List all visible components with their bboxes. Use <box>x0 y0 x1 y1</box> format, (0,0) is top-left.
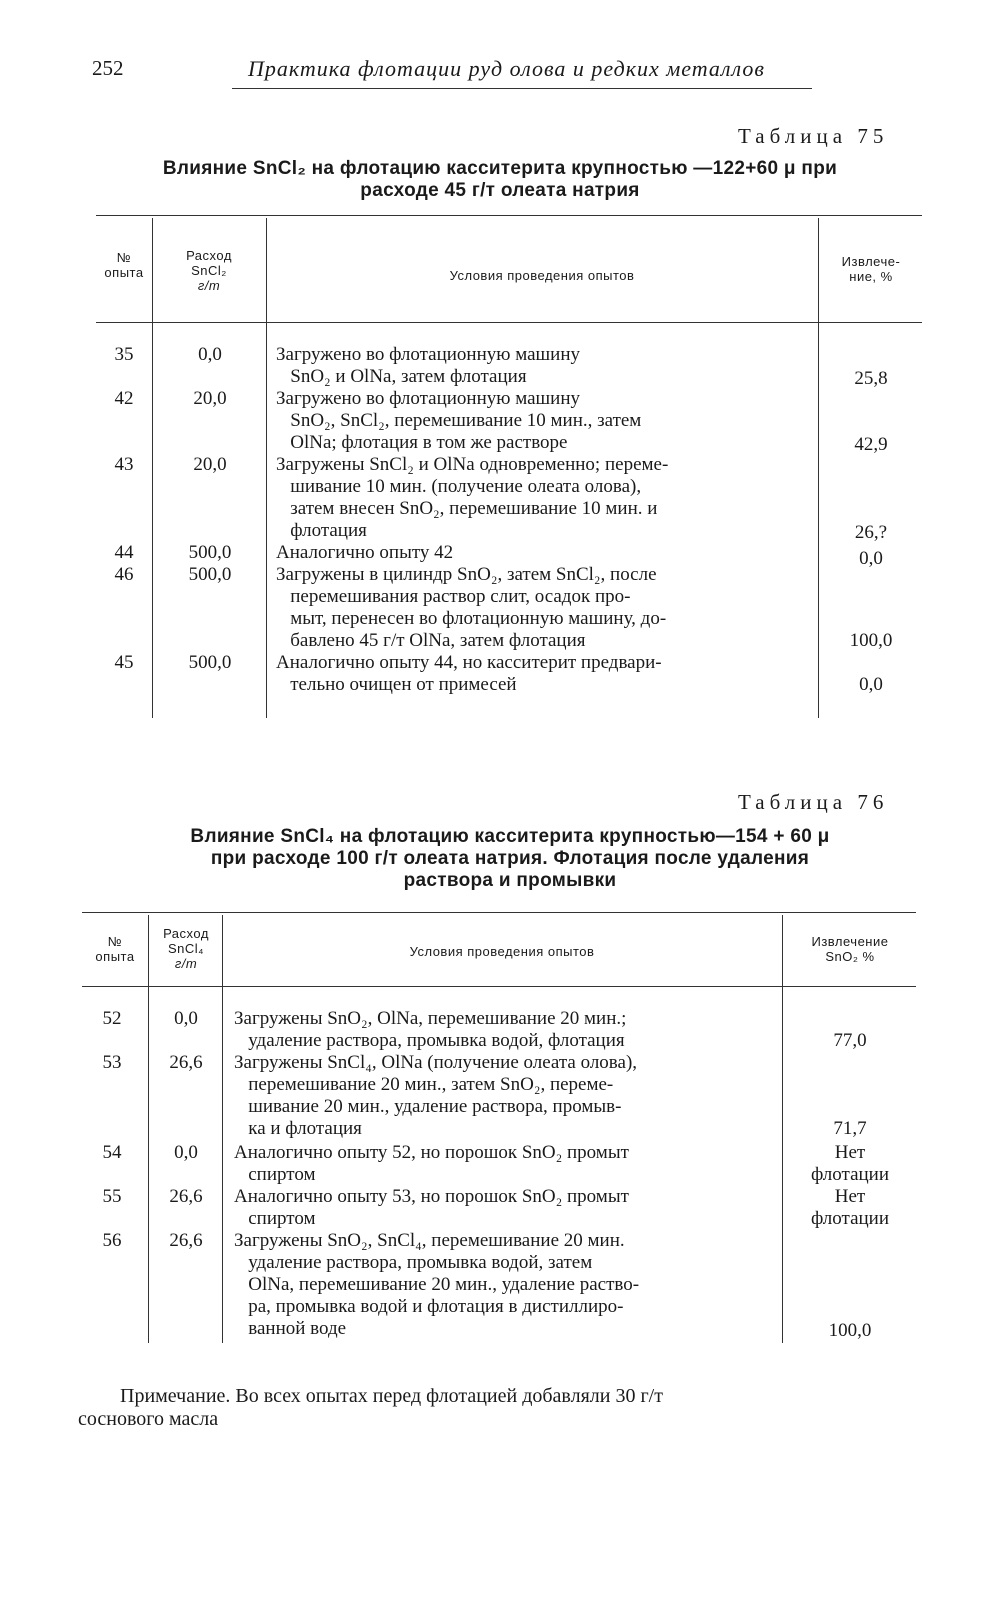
row-conditions: Загружены SnCl₂ и OlNa одновременно; переме- шивание 10 мин. (получение олеата олова), затем внесен SnO₂, перемешивание 10 мин. и флотация <box>276 454 669 541</box>
table76-title-line1: Влияние SnCl₄ на флотацию касситерита крупностью—154 + 60 μ <box>190 826 830 847</box>
table76-col-divider <box>148 915 149 1343</box>
row-no: 52 <box>102 1008 122 1029</box>
row-no: 46 <box>114 564 134 585</box>
table75-title-line1: Влияние SnCl₂ на флотацию касситерита крупностью —122+60 μ при <box>162 158 838 179</box>
row-dose: 20,0 <box>193 454 227 475</box>
row-no: 53 <box>102 1052 122 1073</box>
row-dose: 0,0 <box>174 1142 198 1163</box>
row-no: 43 <box>114 454 134 475</box>
row-recovery: 71,7 <box>833 1118 867 1139</box>
row-conditions: Загружены в цилиндр SnO₂, затем SnCl₂, после перемешивания раствор слит, осадок про- мыт, перенесен во флотационную машину, до- бавлено 45 г/т OlNa, затем флотация <box>276 564 667 651</box>
row-conditions: Загружены SnO₂, OlNa, перемешивание 20 мин.; удаление раствора, промывка водой, флотация <box>234 1008 627 1051</box>
table75-header-conditions: Условия проведения опытов <box>449 268 635 283</box>
table76-title-line2: при расходе 100 г/т олеата натрия. Флотация после удаления <box>210 848 810 869</box>
row-conditions: Аналогично опыту 53, но порошок SnO₂ промыт спиртом <box>234 1186 629 1229</box>
row-recovery: Нет флотации <box>810 1142 890 1185</box>
table76-header-conditions: Условия проведения опытов <box>409 944 595 959</box>
row-conditions: Загружено во флотационную машину SnO₂, SnCl₂, перемешивание 10 мин., затем OlNa; флотация в том же растворе <box>276 388 642 453</box>
row-recovery: 0,0 <box>859 548 883 569</box>
row-dose: 0,0 <box>198 344 222 365</box>
table75-top-rule <box>96 215 922 216</box>
row-recovery: 0,0 <box>859 674 883 695</box>
page-number: 252 <box>92 56 124 80</box>
row-conditions: Загружены SnO₂, SnCl₄, перемешивание 20 мин. удаление раствора, промывка водой, затем OlNa, перемешивание 20 мин., удаление раство- ра, промывка водой и флотация в дистиллиро- ванной воде <box>234 1230 640 1339</box>
table76-title <box>100 826 920 892</box>
row-conditions: Загружены SnCl₄, OlNa (получение олеата олова), перемешивание 20 мин., затем SnO₂, переме- шивание 20 мин., удаление раствора, промыв- ка и флотация <box>234 1052 638 1139</box>
table75-label: Таблица 75 <box>738 124 889 148</box>
row-dose: 26,6 <box>169 1230 203 1251</box>
row-no: 42 <box>114 388 134 409</box>
header-rule <box>232 88 812 89</box>
table75-header-rule <box>96 322 922 323</box>
footnote: Примечание. Во всех опытах перед флотацией добавляли 30 г/т <box>120 1385 663 1407</box>
row-no: 45 <box>114 652 134 673</box>
table76-col-divider <box>782 915 783 1343</box>
row-dose: 500,0 <box>188 564 232 585</box>
row-recovery: Нет флотации <box>810 1186 890 1229</box>
row-dose: 20,0 <box>193 388 227 409</box>
table75-col-divider <box>818 218 819 718</box>
table75-header-recovery: Извлече- ние, % <box>841 254 901 284</box>
row-dose: 500,0 <box>188 542 232 563</box>
row-dose: 26,6 <box>169 1186 203 1207</box>
table75-header-dose: Расход SnCl₂ г/т <box>186 248 232 293</box>
row-conditions: Аналогично опыту 44, но касситерит предвари- тельно очищен от примесей <box>276 652 662 695</box>
row-recovery: 77,0 <box>833 1030 867 1051</box>
table76-header-dose: Расход SnCl₄ г/т <box>163 926 209 971</box>
table76-header-recovery: Извлечение SnO₂ % <box>811 934 889 964</box>
table76-title-line3: раствора и промывки <box>403 870 617 891</box>
table75-title-line2: расходе 45 г/т олеата натрия <box>360 180 640 201</box>
table76-label: Таблица 76 <box>738 790 889 814</box>
row-no: 54 <box>102 1142 122 1163</box>
row-dose: 0,0 <box>174 1008 198 1029</box>
table76-col-divider <box>222 915 223 1343</box>
table75-col-divider <box>266 218 267 718</box>
running-title: Практика флотации руд олова и редких металлов <box>248 56 765 81</box>
row-dose: 500,0 <box>188 652 232 673</box>
row-no: 55 <box>102 1186 122 1207</box>
row-conditions: Аналогично опыту 52, но порошок SnO₂ промыт спиртом <box>234 1142 629 1185</box>
row-recovery: 100,0 <box>849 630 893 651</box>
table75-col-divider <box>152 218 153 718</box>
row-no: 56 <box>102 1230 122 1251</box>
table76-header-no: № опыта <box>95 934 135 964</box>
row-no: 44 <box>114 542 134 563</box>
row-recovery: 42,9 <box>854 434 888 455</box>
row-no: 35 <box>114 344 134 365</box>
table75-header-no: № опыта <box>104 250 144 280</box>
row-conditions: Аналогично опыту 42 <box>276 542 454 563</box>
table76-header-rule <box>82 986 916 987</box>
row-dose: 26,6 <box>169 1052 203 1073</box>
row-recovery: 26,? <box>854 522 888 543</box>
table75-title <box>70 158 930 202</box>
row-recovery: 100,0 <box>828 1320 872 1341</box>
table76-top-rule <box>82 912 916 913</box>
footnote-continuation: соснового масла <box>78 1408 219 1430</box>
row-recovery: 25,8 <box>854 368 888 389</box>
row-conditions: Загружено во флотационную машину SnO₂ и OlNa, затем флотация <box>276 344 581 387</box>
